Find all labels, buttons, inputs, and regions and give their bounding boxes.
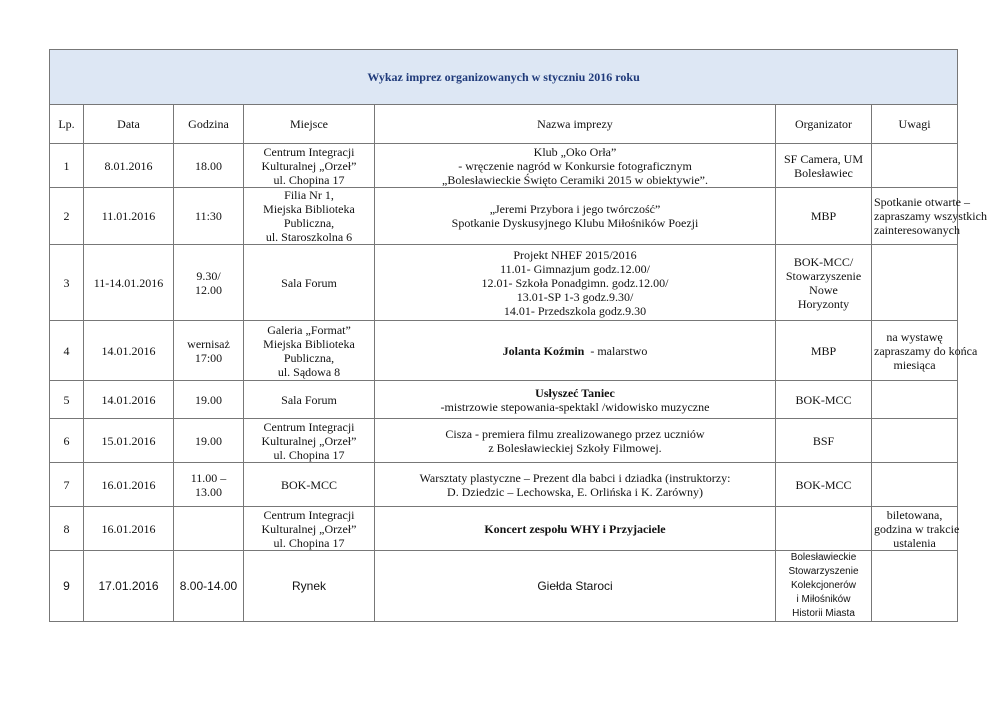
- cell-line: Stowarzyszenie: [788, 566, 859, 577]
- cell-line: BOK-MCC/: [793, 254, 854, 269]
- cell-line: „Bolesławieckie Święto Ceramiki 2015 w obiektywie”.: [442, 172, 708, 187]
- cell-line: 11.01- Gimnazjum godz.12.00/: [500, 261, 650, 276]
- cell-miejsce: [244, 463, 375, 507]
- cell-godzina: [174, 507, 244, 551]
- cell-organizator: [776, 551, 872, 622]
- cell-line: Kulturalnej „Orzeł”: [261, 521, 357, 536]
- cell-lp: 4: [50, 321, 84, 381]
- cell-lp: 2: [50, 188, 84, 245]
- cell-organizator: [776, 419, 872, 463]
- table-row: [50, 551, 958, 622]
- cell-line: ul. Staroszkolna 6: [265, 230, 353, 244]
- cell-line: Centrum Integracji: [263, 419, 355, 434]
- cell-line: Kulturalnej „Orzeł”: [261, 158, 357, 173]
- cell-uwagi: [872, 419, 958, 463]
- cell-godzina: [174, 419, 244, 463]
- cell-miejsce: [244, 507, 375, 551]
- cell-line: wernisaż: [187, 336, 230, 351]
- cell-line: D. Dziedzic – Lechowska, E. Orlińska i K. Zarówny): [447, 484, 703, 499]
- cell-line: Kulturalnej „Orzeł”: [261, 433, 357, 448]
- cell-data: 16.01.2016: [84, 507, 174, 551]
- cell-line: BOK-MCC: [280, 477, 337, 492]
- cell-line: Klub „Oko Orła”: [533, 144, 617, 159]
- cell-line: zapraszamy wszystkich: [874, 209, 987, 223]
- cell-line: Cisza - premiera filmu zrealizowanego przez uczniów: [445, 426, 705, 441]
- cell-uwagi: [872, 144, 958, 188]
- cell-line: ustalenia: [893, 535, 936, 550]
- cell-godzina: [174, 463, 244, 507]
- cell-line: z Bolesławieckiej Szkoły Filmowej.: [488, 440, 662, 455]
- cell-organizator: [776, 381, 872, 419]
- cell-uwagi: [872, 551, 958, 622]
- cell-organizator: [776, 507, 872, 551]
- cell-nazwa: [375, 381, 776, 419]
- cell-line: miesiąca: [893, 357, 936, 372]
- table-row: [50, 188, 958, 245]
- cell-line: Rynek: [291, 579, 326, 593]
- table-row: [50, 321, 958, 381]
- cell-line: Miejska Biblioteka: [263, 202, 355, 216]
- cell-uwagi: [872, 188, 987, 245]
- cell-uwagi: [872, 507, 958, 551]
- cell-data: 11.01.2016: [84, 188, 174, 245]
- cell-lp: 3: [50, 245, 84, 321]
- cell-line: na wystawę: [886, 329, 943, 344]
- cell-line: Horyzonty: [797, 296, 850, 311]
- cell-nazwa: [375, 321, 776, 381]
- cell-miejsce: [244, 381, 375, 419]
- table-row: [50, 419, 958, 463]
- cell-godzina: [174, 144, 244, 188]
- cell-line: 12.00: [195, 282, 222, 297]
- cell-godzina: [174, 551, 244, 622]
- header-uwagi: Uwagi: [872, 105, 958, 144]
- event-name-bold: Usłyszeć Taniec: [535, 385, 615, 400]
- header-godzina: Godzina: [174, 105, 244, 144]
- cell-line: MBP: [810, 209, 837, 223]
- cell-line: 19.00: [195, 433, 222, 448]
- header-organizator: Organizator: [776, 105, 872, 144]
- cell-nazwa: [375, 551, 776, 622]
- cell-line: Centrum Integracji: [263, 507, 355, 522]
- table-row: [50, 245, 958, 321]
- cell-line: 8.00-14.00: [179, 579, 238, 593]
- cell-line: [377, 344, 773, 358]
- events-table: [49, 49, 987, 622]
- cell-line: ul. Chopina 17: [273, 535, 345, 550]
- cell-line: 14.01- Przedszkola godz.9.30: [503, 303, 647, 318]
- cell-organizator: [776, 463, 872, 507]
- cell-miejsce: [244, 144, 375, 188]
- cell-line: Projekt NHEF 2015/2016: [513, 247, 637, 262]
- cell-data: 17.01.2016: [84, 551, 174, 622]
- cell-uwagi: [872, 463, 958, 507]
- cell-line: „Jeremi Przybora i jego twórczość”: [489, 202, 661, 216]
- cell-line: -mistrzowie stepowania-spektakl /widowisko muzyczne: [440, 399, 710, 414]
- cell-line: Stowarzyszenie: [785, 268, 862, 283]
- cell-line: Giełda Staroci: [537, 579, 613, 593]
- cell-lp: 5: [50, 381, 84, 419]
- event-name-bold: Jolanta Koźmin: [502, 343, 585, 358]
- cell-nazwa: [375, 245, 776, 321]
- cell-line: 11.00 –: [190, 470, 227, 485]
- cell-line: Kolekcjonerów: [790, 580, 857, 591]
- cell-godzina: [174, 188, 244, 245]
- cell-line: ul. Chopina 17: [273, 172, 345, 187]
- cell-line: MBP: [810, 343, 837, 358]
- cell-data: 11-14.01.2016: [84, 245, 174, 321]
- table-title: Wykaz imprez organizowanych w styczniu 2016 roku: [50, 50, 958, 105]
- cell-line: SF Camera, UM: [784, 151, 863, 166]
- header-data: Data: [84, 105, 174, 144]
- header-nazwa: Nazwa imprezy: [375, 105, 776, 144]
- cell-miejsce: [244, 321, 375, 381]
- cell-line: 9.30/: [196, 268, 221, 283]
- cell-line: Miejska Biblioteka: [263, 336, 355, 351]
- cell-line: 19.00: [195, 392, 222, 407]
- cell-line: 17:00: [194, 350, 223, 365]
- cell-nazwa: [375, 463, 776, 507]
- cell-uwagi: [872, 381, 958, 419]
- cell-miejsce: [244, 188, 375, 245]
- event-name-rest: - malarstwo: [584, 343, 648, 358]
- cell-line: 13.01-SP 1-3 godz.9.30/: [516, 289, 634, 304]
- event-name-bold: Koncert zespołu WHY i Przyjaciele: [484, 521, 666, 536]
- table-row: [50, 463, 958, 507]
- cell-line: Nowe: [809, 282, 838, 297]
- cell-line: Sala Forum: [281, 392, 337, 407]
- cell-data: 14.01.2016: [84, 321, 174, 381]
- cell-line: Galeria „Format”: [267, 322, 351, 337]
- cell-miejsce: [244, 245, 375, 321]
- table-row: [50, 381, 958, 419]
- cell-line: 12.01- Szkoła Ponadgimn. godz.12.00/: [481, 275, 669, 290]
- cell-line: Centrum Integracji: [263, 144, 355, 159]
- cell-uwagi: [872, 245, 958, 321]
- cell-line: ul. Sądowa 8: [277, 364, 341, 379]
- cell-data: 8.01.2016: [84, 144, 174, 188]
- cell-nazwa: [375, 419, 776, 463]
- cell-line: BSF: [812, 433, 835, 448]
- cell-line: Historii Miasta: [792, 608, 855, 619]
- cell-lp: 9: [50, 551, 84, 622]
- cell-line: 13.00: [195, 484, 222, 499]
- cell-nazwa: [375, 144, 776, 188]
- cell-lp: 6: [50, 419, 84, 463]
- cell-data: 14.01.2016: [84, 381, 174, 419]
- cell-miejsce: [244, 419, 375, 463]
- cell-line: BOK-MCC: [795, 392, 852, 407]
- cell-line: biletowana,: [886, 507, 943, 522]
- table-row: [50, 144, 958, 188]
- header-miejsce: Miejsce: [244, 105, 375, 144]
- cell-line: Publiczna,: [283, 350, 335, 365]
- cell-line: BOK-MCC: [795, 477, 852, 492]
- cell-data: 15.01.2016: [84, 419, 174, 463]
- cell-line: 11:30: [195, 209, 222, 223]
- cell-godzina: [174, 245, 244, 321]
- header-lp: Lp.: [50, 105, 84, 144]
- cell-line: godzina w trakcie: [874, 521, 960, 536]
- cell-line: ul. Chopina 17: [273, 447, 345, 462]
- cell-line: Sala Forum: [281, 275, 337, 290]
- cell-line: 18.00: [195, 158, 222, 173]
- cell-godzina: [174, 381, 244, 419]
- cell-line: zainteresowanych: [874, 223, 960, 237]
- cell-godzina: [174, 321, 244, 381]
- cell-line: Bolesławieckie: [790, 552, 857, 563]
- cell-uwagi: [872, 321, 978, 381]
- cell-line: Filia Nr 1,: [284, 188, 334, 202]
- cell-line: Publiczna,: [283, 216, 335, 230]
- cell-line: Bolesławiec: [794, 165, 853, 180]
- cell-organizator: [776, 245, 872, 321]
- cell-line: i Miłośników: [796, 594, 851, 605]
- cell-line: zapraszamy do końca: [874, 343, 978, 358]
- cell-line: - wręczenie nagród w Konkursie fotograficznym: [458, 158, 692, 173]
- table-row: [50, 507, 958, 551]
- header-row: [50, 105, 958, 144]
- cell-lp: 8: [50, 507, 84, 551]
- cell-lp: 1: [50, 144, 84, 188]
- cell-line: Spotkanie otwarte –: [874, 195, 970, 209]
- cell-miejsce: [244, 551, 375, 622]
- cell-nazwa: [375, 188, 776, 245]
- cell-organizator: [776, 188, 872, 245]
- cell-line: Spotkanie Dyskusyjnego Klubu Miłośników Poezji: [451, 216, 699, 230]
- cell-organizator: [776, 321, 872, 381]
- cell-nazwa: [375, 507, 776, 551]
- cell-lp: 7: [50, 463, 84, 507]
- cell-line: Warsztaty plastyczne – Prezent dla babci i dziadka (instruktorzy:: [419, 470, 731, 485]
- cell-organizator: [776, 144, 872, 188]
- cell-data: 16.01.2016: [84, 463, 174, 507]
